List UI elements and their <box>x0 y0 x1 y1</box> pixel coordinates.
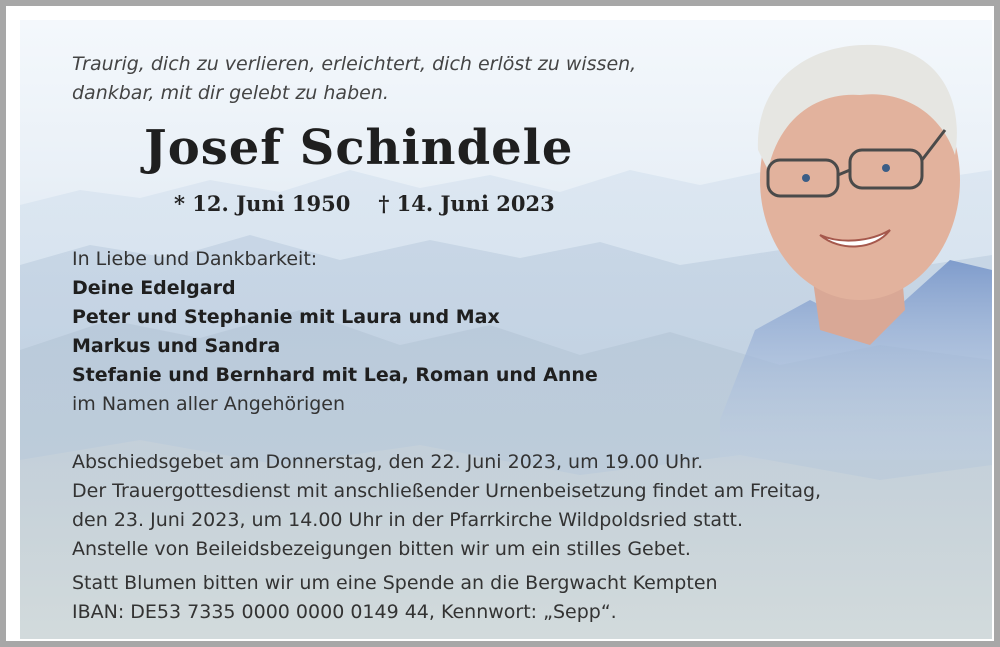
mourner-name: Deine Edelgard <box>72 277 236 299</box>
quote-line: Traurig, dich zu verlieren, erleichtert, dich erlöst zu wissen, <box>72 53 637 75</box>
donation-line: Statt Blumen bitten wir um eine Spende an die Bergwacht Kempten <box>72 572 718 594</box>
life-dates <box>174 191 555 216</box>
mourner-name: Stefanie und Bernhard mit Lea, Roman und Anne <box>72 364 598 386</box>
obituary-card <box>20 20 992 639</box>
service-line: Der Trauergottesdienst mit anschließender Urnenbeisetzung findet am Freitag, <box>72 480 822 502</box>
service-details <box>72 448 821 564</box>
birth-date: * 12. Juni 1950 <box>174 191 351 216</box>
mourners-block <box>72 245 598 419</box>
mourners-intro: In Liebe und Dankbarkeit: <box>72 248 318 270</box>
memorial-quote <box>72 50 636 108</box>
mourner-name: Markus und Sandra <box>72 335 281 357</box>
death-date: † 14. Juni 2023 <box>378 191 555 216</box>
mourners-closing: im Namen aller Angehörigen <box>72 393 346 415</box>
service-line: den 23. Juni 2023, um 14.00 Uhr in der Pfarrkirche Wildpoldsried statt. <box>72 509 744 531</box>
deceased-name: Josef Schindele <box>144 120 574 176</box>
service-line: Abschiedsgebet am Donnerstag, den 22. Juni 2023, um 19.00 Uhr. <box>72 451 704 473</box>
mourner-name: Peter und Stephanie mit Laura und Max <box>72 306 500 328</box>
donation-details <box>72 569 718 627</box>
donation-line: IBAN: DE53 7335 0000 0000 0149 44, Kennwort: „Sepp“. <box>72 601 617 623</box>
quote-line: dankbar, mit dir gelebt zu haben. <box>72 82 389 104</box>
service-line: Anstelle von Beileidsbezeigungen bitten wir um ein stilles Gebet. <box>72 538 691 560</box>
